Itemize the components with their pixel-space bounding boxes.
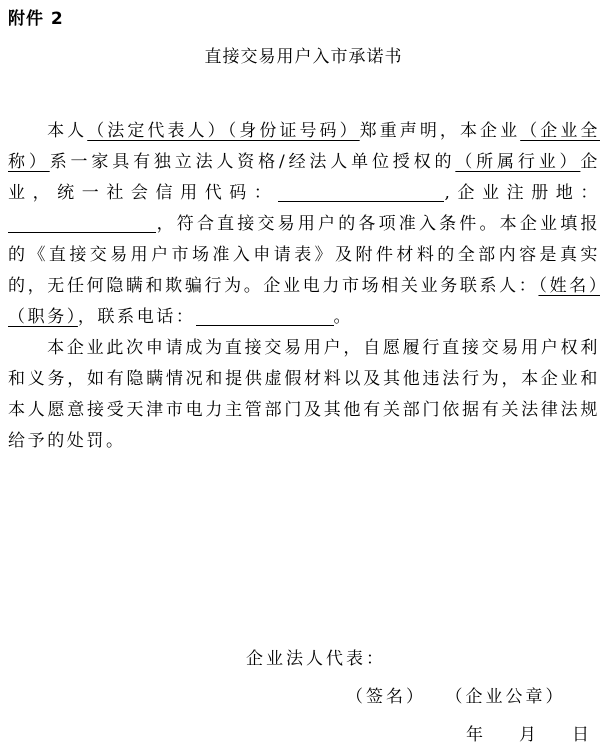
declaration-text: ,企业注册地：	[444, 183, 600, 203]
document-title: 直接交易用户入市承诺书	[204, 47, 403, 67]
signature-label: （签名）	[346, 687, 426, 707]
contact-person-field: （姓名）（职务）	[8, 276, 600, 327]
declaration-paragraph	[8, 116, 600, 333]
registered-address-blank	[8, 214, 156, 233]
obligation-paragraph: 本企业此次申请成为直接交易用户，自愿履行直接交易用户权利和义务，如有隐瞒情况和提供虚假材料以及其他违法行为，本企业和本人愿意接受天津市电力主管部门及其他有关部门依据有关法律法规给予的处罚。	[8, 338, 600, 451]
industry-field: （所属行业）	[455, 152, 581, 172]
year-label: 年	[466, 725, 485, 745]
date-line	[466, 720, 591, 745]
credit-code-blank	[278, 183, 444, 202]
day-label: 日	[572, 725, 591, 745]
phone-blank	[196, 307, 334, 326]
declaration-text: ，符合直接交易用户的各项准入条件。本企业填报的《直接交易用户市场准入申请表》及附件材料的全部内容是真实的，无任何隐瞒和欺骗行为。企业电力市场相关业务联系人：	[8, 214, 600, 296]
legal-rep-field: （法定代表人）（身份证号码）	[87, 121, 360, 141]
document-body	[8, 116, 600, 457]
company-name-field: （企业全称）	[8, 121, 600, 172]
declaration-text: 企业，统一社会信用代码：	[8, 152, 601, 203]
company-seal-label: （企业公章）	[454, 687, 566, 707]
legal-rep-label: 企业法人代表：	[246, 649, 386, 669]
signature-seal-line	[346, 682, 566, 707]
month-label: 月	[519, 725, 538, 745]
declaration-text: ，联系电话：	[77, 307, 196, 327]
declaration-text: 本人	[47, 121, 88, 141]
declaration-text: 系一家具有独立法人资格/经法人单位授权的	[49, 152, 456, 172]
annex-label: 附件 2	[8, 9, 64, 29]
declaration-text: 郑重声明，本企业	[359, 121, 521, 141]
declaration-text: 。	[333, 307, 354, 327]
